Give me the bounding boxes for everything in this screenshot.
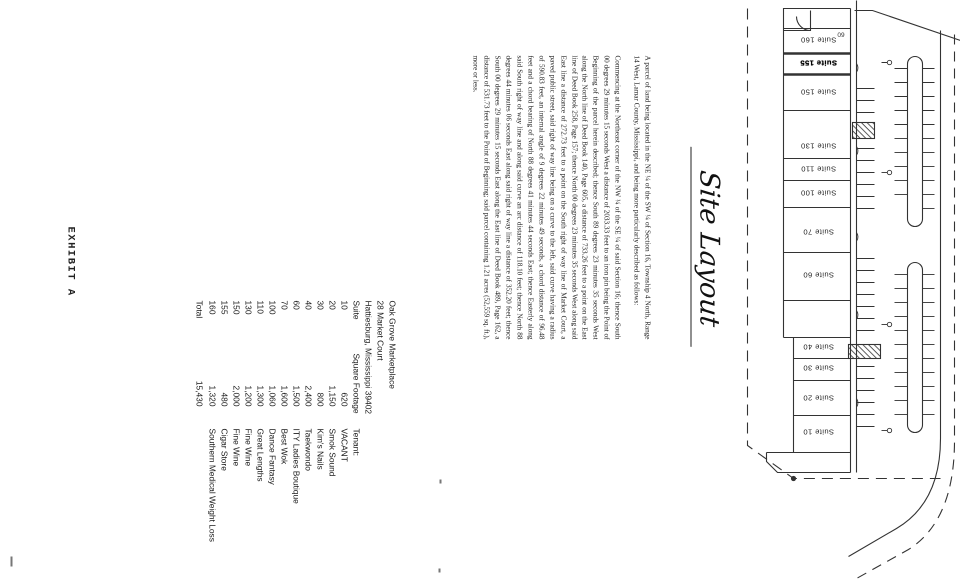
suite-cell: 155 [219, 300, 229, 314]
directory-header-row [350, 300, 362, 583]
plan-suite-label: Suite 155 [799, 58, 837, 68]
tenant-cell: Kim's Nails [315, 428, 325, 470]
plan-suite-label: Suite 150 [800, 87, 836, 97]
center-address-2: Hattiesburg, Mississippi 39402 [363, 300, 373, 414]
tenant-row [338, 300, 350, 583]
plan-suite-label: Suite 30 [802, 363, 834, 373]
tenant-row [230, 300, 242, 583]
exhibit-label: EXHIBIT A [64, 226, 76, 297]
legal-description [462, 55, 653, 339]
tenant-row [206, 300, 218, 583]
tenant-row [290, 300, 302, 583]
tenant-cell: ITY Ladies Boutique [291, 428, 301, 504]
scan-speck [439, 479, 441, 483]
plan-suite-label: Suite 20 [802, 393, 834, 403]
col-tenant: Tenant: [351, 428, 361, 456]
sqft-cell: 1,300 [255, 385, 265, 406]
plan-suite-labels [728, 0, 960, 583]
tenant-row [254, 300, 266, 583]
tenant-cell: Fine Wine [243, 428, 253, 466]
tenant-row [326, 300, 338, 583]
suite-cell: 70 [279, 300, 289, 310]
scan-speck [438, 568, 440, 572]
suite-cell: 160 [207, 300, 217, 314]
tenant-row [266, 300, 278, 583]
site-plan [728, 0, 960, 583]
sqft-cell: 1,200 [243, 385, 253, 406]
tenant-cell: Cigar Store [219, 428, 229, 471]
legal-body: Commencing at the Northeast corner of the NW ¼ of the SE ¼ of said Section 16; thence South 00 degrees 29 minutes 15 seconds West a distance of 2033.33 feet to an iron pin being the Point of Beginning of the parcel herein described; thence South 89 degrees 23 minutes 35 seconds West along the North line of Deed Book 140, Page 605, a distance of 733.26 feet to a point on the East line of Deed Book 258, Page 157; thence North 00 degrees 23 minutes 35 seconds West along said East line a distance of 272.73 feet to a point on the South right of way line of Market Court, a paved public street, said right of way line being on a curve to the left, said curve having a radius of 590.83 feet, an internal angle of 9 degrees 22 minutes 49 seconds, a chord distance of 96.48 feet and a chord bearing of North 88 degrees 41 minutes 44 seconds East; thence Easterly along said South right of way line and along said curve an arc distance of 118.10 feet; thence North 88 degrees 44 minutes 06 seconds East along said right of way line a distance of 352.20 feet; thence South 00 degrees 29 minutes 15 seconds East along the East line of Deed Book 489, Page 162, a distance of 531.73 feet to the Point of Beginning; said parcel containing 1.21 acres (52,559 sq. ft.), more or less. [471, 55, 622, 339]
sqft-cell: 1,600 [279, 385, 289, 406]
center-address-1: 28 Market Court [375, 300, 385, 361]
sqft-cell: 480 [219, 392, 229, 406]
suite-cell: 150 [231, 300, 241, 314]
center-name: Oak Grove Marketplace [387, 300, 397, 389]
suite-cell: 100 [267, 300, 277, 314]
sqft-cell: 620 [339, 392, 349, 406]
suite-cell: 30 [315, 300, 325, 310]
tenant-row [302, 300, 314, 583]
sqft-cell: 1,060 [267, 385, 277, 406]
plan-suite-label: Suite 70 [802, 227, 834, 237]
directory-total-row [193, 300, 205, 583]
plan-suite-label: Suite 100 [800, 188, 836, 198]
suite-cell: 130 [243, 300, 253, 314]
tenant-row [278, 300, 290, 583]
suite-width-dimension: 60 [836, 30, 845, 38]
sqft-cell: 800 [315, 392, 325, 406]
plan-suite-label: Suite 10 [802, 427, 834, 437]
sqft-cell: 1,320 [207, 385, 217, 406]
plan-suite-label: Suite 130 [800, 141, 836, 151]
tenant-cell: Fine Wine [231, 428, 241, 466]
sqft-cell: 1,500 [291, 385, 301, 406]
tenant-directory [193, 300, 398, 583]
suite-cell: 60 [291, 300, 301, 310]
tenant-cell: Taekwondo [303, 428, 313, 471]
col-square-footage: Square Footage [351, 352, 361, 414]
plan-suite-label: Suite 110 [800, 164, 836, 174]
scan-speck [11, 556, 13, 566]
plan-suite-label: Suite 160 [800, 35, 836, 45]
tenant-cell: Smok Sound [327, 428, 337, 476]
total-label: Total [194, 300, 204, 318]
tenant-cell: Southern Medical Weight Loss [207, 428, 217, 542]
tenant-cell: Dance Fantasy [267, 428, 277, 485]
tenant-cell: VACANT [339, 428, 349, 462]
plan-suite-label: Suite 60 [802, 270, 834, 280]
suite-cell: 40 [303, 300, 313, 310]
tenant-row [218, 300, 230, 583]
tenant-row [314, 300, 326, 583]
suite-cell: 110 [255, 300, 265, 314]
page-title: Site Layout [690, 146, 724, 350]
tenant-cell: Best Wok [279, 428, 289, 464]
suite-cell: 20 [327, 300, 337, 310]
suite-cell: 10 [339, 300, 349, 310]
total-sqft: 15,430 [194, 380, 204, 406]
tenant-table-rows [206, 300, 350, 583]
tenant-row [242, 300, 254, 583]
sqft-cell: 2,400 [303, 385, 313, 406]
sqft-cell: 2,000 [231, 385, 241, 406]
col-suite: Suite [351, 300, 361, 320]
legal-intro: A parcel of land being located in the NE ¼ of the SW ¼ of Section 16, Township 4 North, Range 14 West, Lamar County, Mississippi, and being more particularly described as follows: [632, 55, 651, 339]
tenant-cell: Great Lengths [255, 428, 265, 482]
plan-suite-label: Suite 40 [802, 342, 834, 352]
sqft-cell: 1,150 [327, 385, 337, 406]
